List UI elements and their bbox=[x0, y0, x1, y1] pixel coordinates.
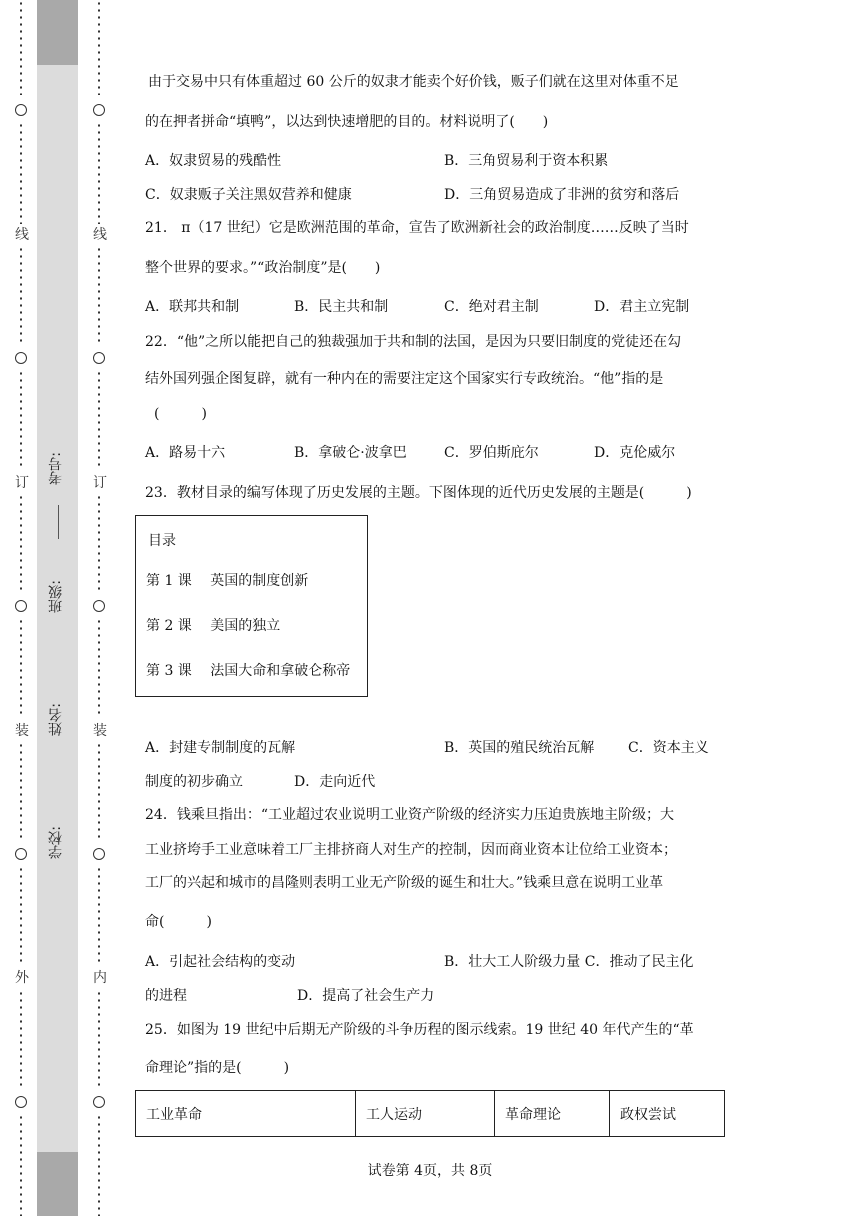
q23-option-d: D．走向近代 bbox=[294, 774, 376, 790]
binding-circle-icon bbox=[15, 600, 27, 612]
binding-circle-icon bbox=[93, 1096, 105, 1108]
q21-option-b: B．民主共和制 bbox=[294, 299, 389, 315]
binding-circle-icon bbox=[15, 1096, 27, 1108]
q21-stem-line2: 整个世界的要求。”“政治制度”是( ) bbox=[145, 260, 381, 276]
table-cell-regime-attempt: 政权尝试 bbox=[610, 1091, 725, 1137]
table-cell-industrial-revolution: 工业革命 bbox=[136, 1091, 356, 1137]
q22-stem-line2: 结外国列强企图复辟，就有一种内在的需要注定这个国家实行专政统治。“他”指的是 bbox=[145, 371, 664, 387]
q24-option-b-c: B．壮大工人阶级力量 C．推动了民主化 bbox=[444, 954, 694, 970]
table-of-contents-figure bbox=[135, 515, 368, 697]
q20-option-b: B．三角贸易利于资本积累 bbox=[444, 153, 609, 169]
outer-marker-2: 订 bbox=[15, 475, 29, 491]
name-label: 姓名: bbox=[48, 703, 64, 736]
q20-stem-line2: 的在押者拼命“填鸭”，以达到快速增肥的目的。材料说明了( ) bbox=[145, 114, 549, 130]
q20-stem-line1: 由于交易中只有体重超过 60 公斤的奴隶才能卖个好价钱，贩子们就在这里对体重不足 bbox=[148, 74, 679, 90]
binding-circle-icon bbox=[15, 104, 27, 116]
page-footer: 试卷第 4页，共 8页 bbox=[367, 1163, 493, 1179]
q25-stem-line2: 命理论”指的是( ) bbox=[145, 1060, 290, 1076]
q22-option-d: D．克伦威尔 bbox=[594, 445, 676, 461]
q23-option-c: C．资本主义 bbox=[628, 740, 709, 756]
q21-option-a: A．联邦共和制 bbox=[145, 299, 240, 315]
inner-marker-2: 订 bbox=[93, 475, 107, 491]
q24-option-a: A．引起社会结构的变动 bbox=[145, 954, 296, 970]
table-cell-revolutionary-theory: 革命理论 bbox=[495, 1091, 610, 1137]
binding-circle-icon bbox=[93, 600, 105, 612]
q22-option-a: A．路易十六 bbox=[145, 445, 226, 461]
binding-circle-icon bbox=[15, 352, 27, 364]
binding-circle-icon bbox=[93, 848, 105, 860]
q24-stem-line3: 工厂的兴起和城市的昌隆则表明工业无产阶级的诞生和壮大。”钱乘旦意在说明工业革 bbox=[145, 875, 664, 891]
q24-option-d: D．提高了社会生产力 bbox=[297, 988, 435, 1004]
q25-stem-line1: 25．如图为 19 世纪中后期无产阶级的斗争历程的图示线索。19 世纪 40 年代产生的“革 bbox=[145, 1022, 694, 1038]
toc-item-2: 第 2 课 美国的独立 bbox=[146, 618, 281, 634]
outer-binding-line bbox=[15, 0, 27, 1216]
inner-marker-3: 装 bbox=[93, 723, 107, 739]
q24-stem-line2: 工业挤垮手工业意味着工厂主排挤商人对生产的控制，因而商业资本让位给工业资本； bbox=[145, 842, 677, 858]
q22-option-c: C．罗伯斯庇尔 bbox=[444, 445, 539, 461]
q24-stem-line1: 24．钱乘旦指出：“工业超过农业说明工业资产阶级的经济实力压迫贵族地主阶级；大 bbox=[145, 807, 674, 823]
toc-item-3: 第 3 课 法国大命和拿破仑称帝 bbox=[146, 663, 351, 679]
exam-number-line bbox=[58, 505, 59, 539]
q23-option-a: A．封建专制制度的瓦解 bbox=[145, 740, 296, 756]
binding-circle-icon bbox=[93, 352, 105, 364]
q21-option-d: D．君主立宪制 bbox=[594, 299, 690, 315]
q20-option-d: D．三角贸易造成了非洲的贫穷和落后 bbox=[444, 187, 680, 203]
table-cell-workers-movement: 工人运动 bbox=[356, 1091, 495, 1137]
q23-option-b: B．英国的殖民统治瓦解 bbox=[444, 740, 595, 756]
q24-stem-line4: 命( ) bbox=[145, 914, 212, 930]
binding-circle-icon bbox=[93, 104, 105, 116]
outer-marker-4: 外 bbox=[15, 970, 29, 986]
q23-stem: 23．教材目录的编写体现了历史发展的主题。下图体现的近代历史发展的主题是( ) bbox=[145, 485, 692, 501]
outer-marker-3: 装 bbox=[15, 723, 29, 739]
q22-stem-line1: 22．“他”之所以能把自己的独裁强加于共和制的法国，是因为只要旧制度的党徒还在勾 bbox=[145, 334, 682, 350]
outer-marker-1: 线 bbox=[15, 227, 29, 243]
struggle-timeline-table bbox=[135, 1090, 725, 1137]
school-label: 学校: bbox=[48, 826, 64, 859]
q21-stem-line1: 21． π（17 世纪）它是欧洲范围的革命，宣告了欧洲新社会的政治制度……反映了当时 bbox=[145, 220, 689, 236]
q22-stem-line3: ( ) bbox=[154, 406, 207, 422]
q24-option-c-continued: 的进程 bbox=[145, 988, 187, 1004]
q23-option-c-continued: 制度的初步确立 bbox=[145, 774, 243, 790]
exam-number-label: 考号: bbox=[48, 452, 64, 485]
binding-circle-icon bbox=[15, 848, 27, 860]
toc-title: 目录 bbox=[148, 533, 176, 549]
inner-marker-1: 线 bbox=[93, 227, 107, 243]
q21-option-c: C．绝对君主制 bbox=[444, 299, 539, 315]
inner-marker-4: 内 bbox=[93, 970, 107, 986]
toc-item-1: 第 1 课 英国的制度创新 bbox=[146, 573, 309, 589]
binding-dark-top bbox=[37, 0, 78, 65]
class-label: 班级: bbox=[48, 580, 64, 613]
q20-option-a: A．奴隶贸易的残酷性 bbox=[145, 153, 282, 169]
q20-option-c: C．奴隶贩子关注黑奴营养和健康 bbox=[145, 187, 352, 203]
q22-option-b: B．拿破仑·波拿巴 bbox=[294, 445, 407, 461]
inner-binding-line bbox=[93, 0, 105, 1216]
table-row bbox=[136, 1091, 725, 1137]
